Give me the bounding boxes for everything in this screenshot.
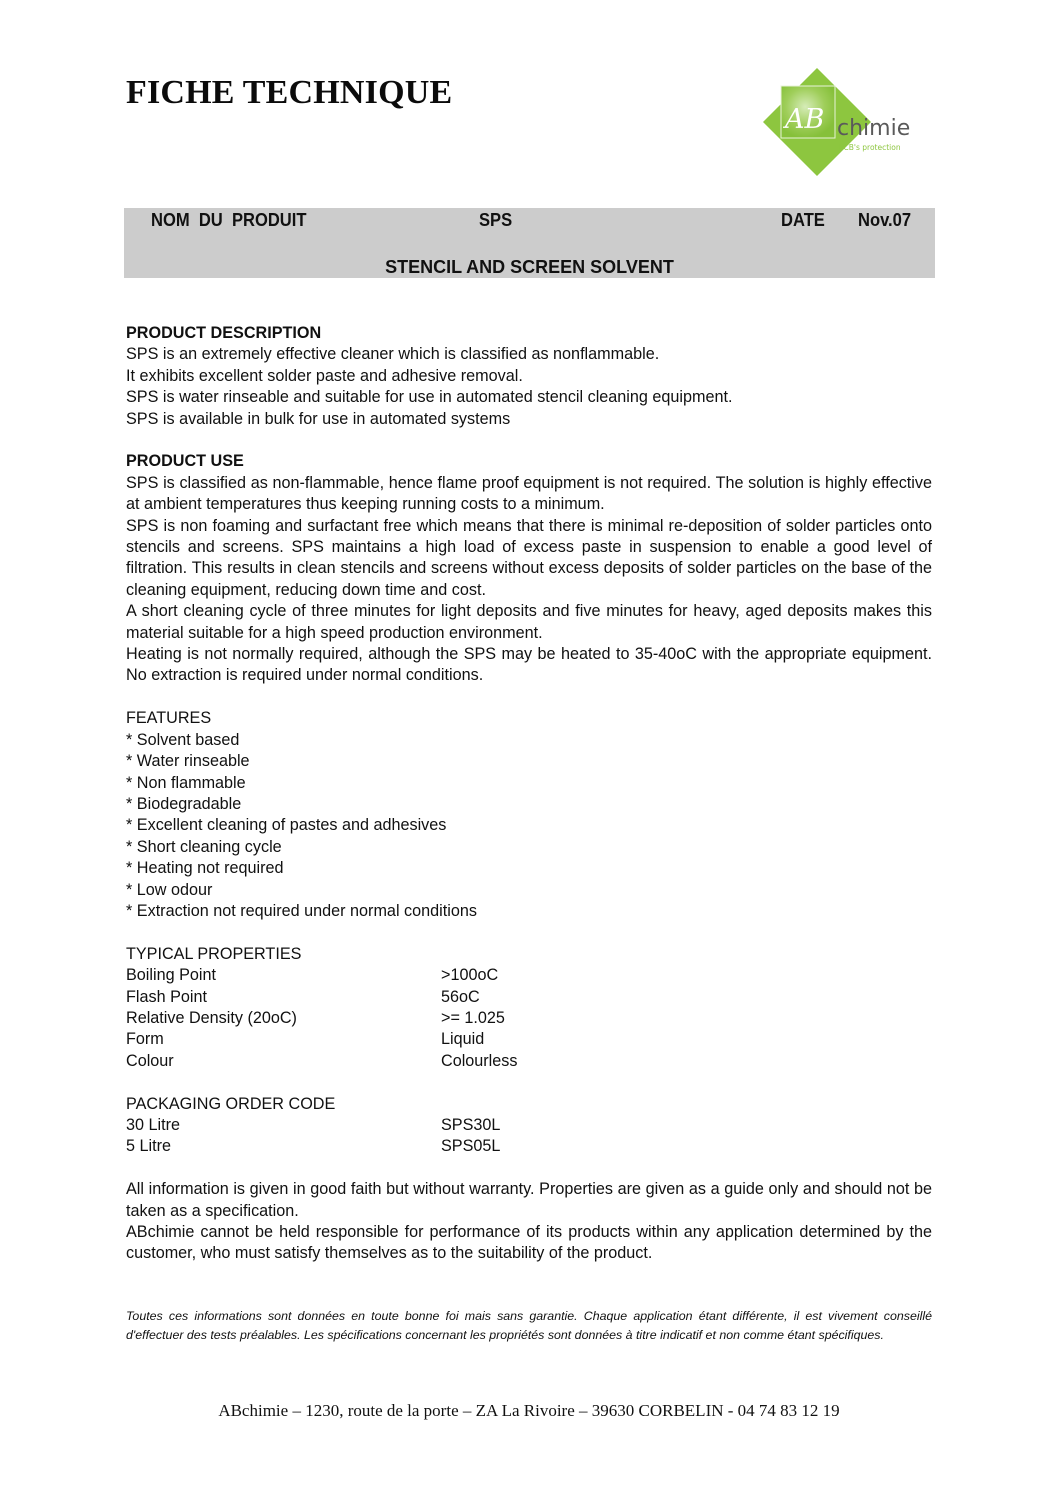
page-title: FICHE TECHNIQUE [126, 74, 453, 111]
feature-item: * Excellent cleaning of pastes and adhesives [126, 816, 447, 835]
property-name: Relative Density (20oC) [126, 1008, 297, 1027]
packaging-size: 30 Litre [126, 1115, 180, 1134]
section-title: PRODUCT USE [126, 452, 244, 471]
property-row [126, 1008, 932, 1029]
feature-item: * Solvent based [126, 730, 240, 749]
section-title: TYPICAL PROPERTIES [126, 944, 302, 963]
feature-item: * Heating not required [126, 859, 284, 878]
feature-item: * Water rinseable [126, 752, 250, 771]
logo-chimie-text: chimie [837, 116, 911, 141]
property-name: Flash Point [126, 987, 207, 1006]
property-row [126, 987, 932, 1008]
disclaimer-paragraph: ABchimie cannot be held responsible for performance of its products within any application determined by the customer, who must satisfy themselves as to the suitability of the product. [126, 1222, 932, 1263]
feature-item: * Low odour [126, 880, 213, 899]
disclaimer-section [126, 1179, 932, 1265]
date-value: Nov.07 [858, 210, 912, 230]
property-value: 56oC [441, 987, 480, 1006]
logo-ab-text: AB [785, 104, 825, 135]
logo-diamond-icon [757, 66, 937, 178]
property-value: >= 1.025 [441, 1008, 505, 1027]
use-paragraph: A short cleaning cycle of three minutes for light deposits and five minutes for heavy, aged deposits makes this material suitable for a high speed production environment. [126, 602, 932, 642]
section-title: PACKAGING ORDER CODE [126, 1094, 336, 1113]
product-description-section [126, 323, 932, 430]
property-value: >100oC [441, 966, 499, 985]
description-line: SPS is water rinseable and suitable for use in automated stencil cleaning equipment. [126, 388, 733, 407]
feature-item: * Short cleaning cycle [126, 837, 282, 856]
features-section [126, 708, 932, 922]
use-paragraph: SPS is classified as non-flammable, hence flame proof equipment is not required. The solution is highly effective at ambient temperatures thus keeping running costs to a minimum. [126, 473, 932, 514]
description-line: It exhibits excellent solder paste and adhesive removal. [126, 366, 523, 385]
document-body [126, 323, 932, 1265]
packaging-section [126, 1094, 932, 1158]
date-label: DATE [781, 210, 825, 230]
french-disclaimer: Toutes ces informations sont données en toute bonne foi mais sans garantie. Chaque application étant différente, il est vivement conseillé d'effectuer des tests préalables. Les spécifications concernant les propriétés sont données à titre indicatif et non comme étant spécifiques. [126, 1309, 932, 1342]
packaging-size: 5 Litre [126, 1137, 171, 1156]
property-name: Form [126, 1030, 164, 1049]
product-name-label: NOM DU PRODUIT [151, 210, 307, 230]
property-name: Boiling Point [126, 966, 216, 985]
description-line: SPS is available in bulk for use in automated systems [126, 409, 511, 428]
packaging-row [126, 1136, 932, 1157]
product-header-band [124, 208, 935, 278]
property-row [126, 965, 932, 986]
company-address-footer: ABchimie – 1230, route de la porte – ZA La Rivoire – 39630 CORBELIN - 04 74 83 12 19 [218, 1401, 840, 1420]
typical-properties-section [126, 944, 932, 1072]
logo-tagline: PCB's protection [839, 143, 901, 152]
description-line: SPS is an extremely effective cleaner which is classified as nonflammable. [126, 345, 660, 364]
use-paragraph: SPS is non foaming and surfactant free which means that there is minimal re-deposition of solder particles onto stencils and screens. SPS maintains a high load of excess paste in suspension to enable a good level of filtration. This results in clean stencils and screens without excess deposits of solder particles on the base of the cleaning equipment, reducing down time and cost. [126, 516, 932, 599]
use-paragraph: Heating is not normally required, although the SPS may be heated to 35-40oC with the appropriate equipment. No extraction is required under normal conditions. [126, 645, 932, 685]
section-title: FEATURES [126, 709, 212, 728]
section-title: PRODUCT DESCRIPTION [126, 324, 322, 342]
feature-item: * Non flammable [126, 773, 246, 792]
property-value: Liquid [441, 1030, 485, 1049]
property-row [126, 1029, 932, 1050]
disclaimer-paragraph: All information is given in good faith but without warranty. Properties are given as a guide only and should not be taken as a specification. [126, 1180, 932, 1220]
product-full-name: STENCIL AND SCREEN SOLVENT [385, 257, 674, 277]
product-use-section [126, 451, 932, 686]
product-code: SPS [479, 210, 513, 230]
feature-item: * Biodegradable [126, 794, 242, 813]
feature-item: * Extraction not required under normal conditions [126, 901, 477, 920]
abchimie-logo [757, 66, 937, 178]
property-name: Colour [126, 1051, 174, 1070]
packaging-row [126, 1115, 932, 1136]
property-row [126, 1051, 932, 1072]
order-code: SPS30L [441, 1115, 501, 1134]
order-code: SPS05L [441, 1137, 501, 1156]
property-value: Colourless [441, 1051, 518, 1070]
